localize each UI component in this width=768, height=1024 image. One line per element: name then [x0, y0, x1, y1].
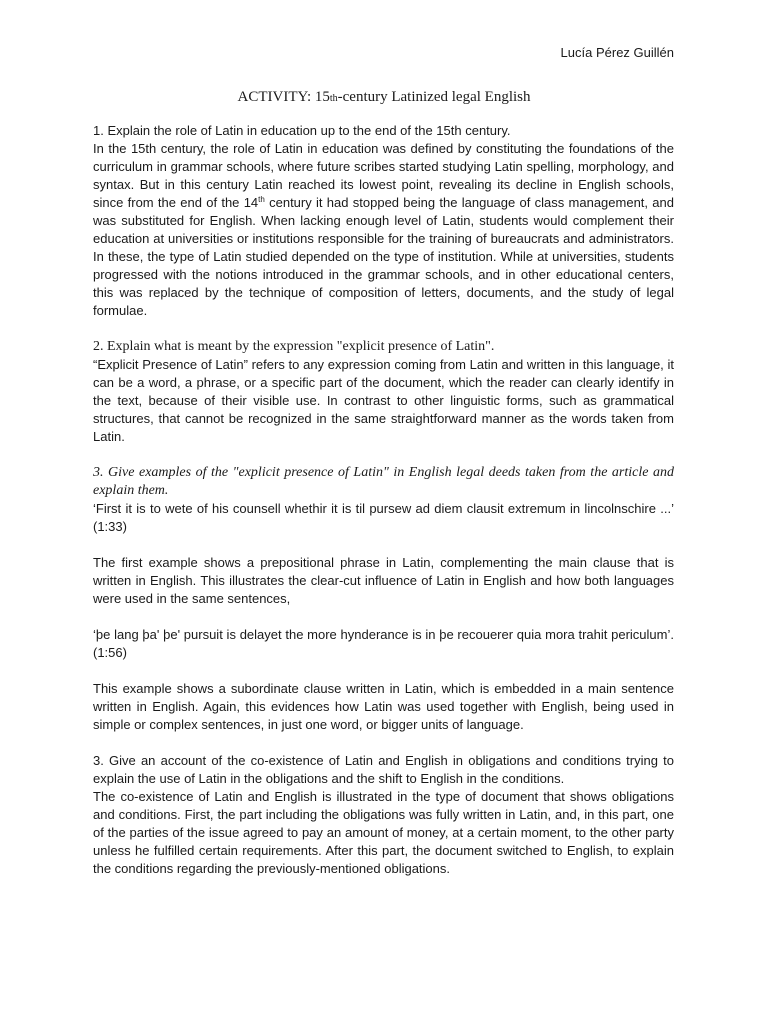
author-name: Lucía Pérez Guillén	[560, 45, 674, 60]
answer-1-text-b: century it had stopped being the language of class management, and was substituted for English. When lacking enough level of Latin, students would complement their education at universities or institutions responsible for the training of bureaucrats and administrators. In these, the type of Latin studied depended on the type of institution. While at universities, students progressed with the notions introduced in the grammar schools, and in other educational centers, this was replaced by the technique of composition of letters, documents, and the study of legal formulae.	[93, 195, 674, 318]
title-ordinal-suffix: th	[329, 93, 338, 104]
page-title	[0, 87, 768, 109]
answer-3-coexistence: The co-existence of Latin and English is illustrated in the type of document that shows obligations and conditions. First, the part including the obligations was fully written in Latin, and, in this part, one of the parties of the issue agreed to pay an amount of money, at a certain moment, to the other party unless he fulfilled certain requirements. After this part, the document switched to English, to explain the conditions regarding the previously-mentioned obligations.	[93, 789, 674, 876]
question-3-examples: 3. Give examples of the "explicit presence of Latin" in English legal deeds taken from the article and explain them.	[93, 465, 674, 498]
answer-1	[93, 140, 674, 320]
example-2-quote: ‘þe lang þa' þe' pursuit is delayet the more hynderance is in þe recouerer quia mora trahit periculum’. (1:56)	[93, 627, 674, 660]
document-body	[93, 122, 674, 878]
title-suffix: -century Latinized legal English	[337, 89, 531, 105]
question-3-coexistence: 3. Give an account of the co-existence of Latin and English in obligations and conditions trying to explain the use of Latin in the obligations and the shift to English in the conditions.	[93, 753, 674, 786]
title-prefix: ACTIVITY: 15	[237, 89, 330, 105]
answer-2: “Explicit Presence of Latin” refers to any expression coming from Latin and written in this language, it can be a word, a phrase, or a specific part of the document, which the reader can clearly identify in the text, because of their visible use. In contrast to other linguistic forms, such as grammatical structures, that cannot be recognized in the same straightforward manner as the words taken from Latin.	[93, 357, 674, 444]
example-1-quote: ‘First it is to wete of his counsell whethir it is til pursew ad diem clausit extremum in lincolnschire ...’ (1:33)	[93, 501, 674, 534]
answer-1-ordinal-suffix: th	[258, 195, 265, 204]
question-2: 2. Explain what is meant by the expression "explicit presence of Latin".	[93, 339, 495, 354]
question-1: 1. Explain the role of Latin in education up to the end of the 15th century.	[93, 123, 511, 138]
example-1-explanation: The first example shows a prepositional phrase in Latin, complementing the main clause that is written in English. This illustrates the clear-cut influence of Latin in English and how both languages were used in the same sentences,	[93, 555, 674, 606]
example-2-explanation: This example shows a subordinate clause written in Latin, which is embedded in a main sentence written in English. Again, this evidences how Latin was used together with English, being used in simple or complex sentences, in just one word, or bigger units of language.	[93, 681, 674, 732]
answer-1-text-a: In the 15th century, the role of Latin in education was defined by constituting the foundations of the curriculum in grammar schools, where future scribes started studying Latin spelling, morphology, and syntax. But in this century Latin reached its lowest point, revealing its decline in English schools, since from the end of the 14	[93, 141, 674, 210]
